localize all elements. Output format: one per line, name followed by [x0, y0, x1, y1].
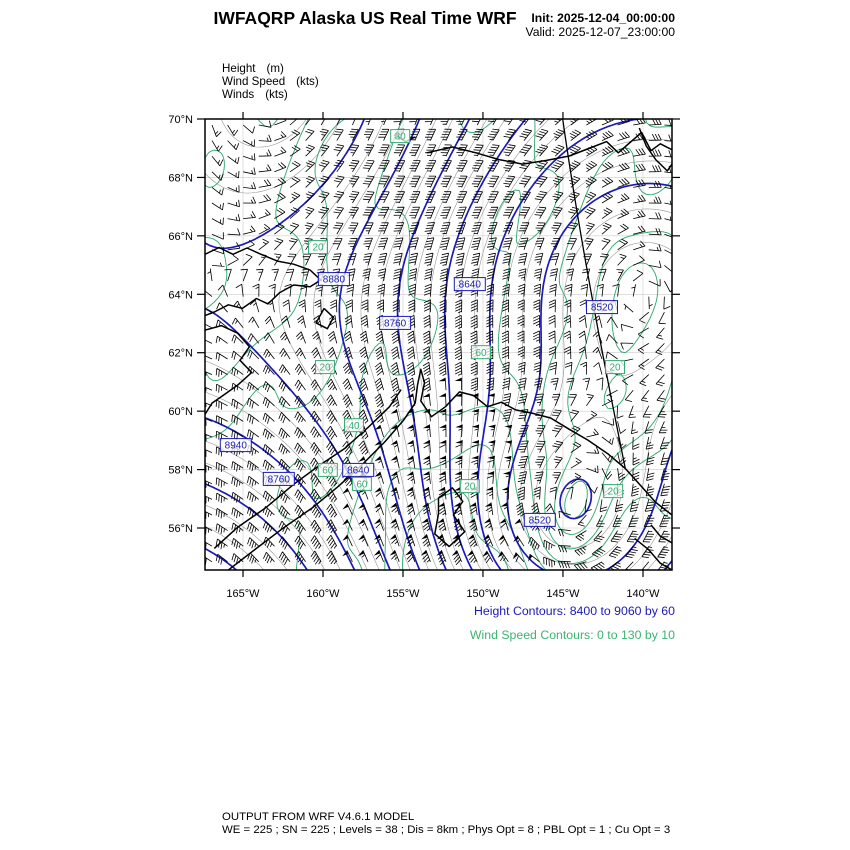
- svg-text:60: 60: [322, 465, 334, 477]
- svg-text:8640: 8640: [458, 279, 481, 291]
- footer-line1: OUTPUT FROM WRF V4.6.1 MODEL: [222, 811, 415, 823]
- svg-text:150°W: 150°W: [466, 588, 500, 600]
- svg-text:160°W: 160°W: [306, 588, 340, 600]
- svg-text:64°N: 64°N: [168, 289, 193, 302]
- svg-text:60: 60: [356, 479, 368, 491]
- svg-text:56°N: 56°N: [168, 523, 193, 535]
- wind-speed-contours-caption: Wind Speed Contours: 0 to 130 by 10: [469, 628, 675, 642]
- svg-text:8880: 8880: [322, 274, 346, 286]
- footer-line2: WE = 225 ; SN = 225 ; Levels = 38 ; Dis = 8km ; Phys Opt = 8 ; PBL Opt = 1 ; Cu Opt = 3: [222, 824, 671, 836]
- svg-text:8520: 8520: [590, 302, 614, 314]
- svg-text:8640: 8640: [347, 465, 370, 477]
- svg-text:20: 20: [464, 481, 476, 493]
- svg-text:30: 30: [394, 131, 406, 143]
- plot-title: IWFAQRP Alaska US Real Time WRF: [213, 8, 517, 28]
- svg-text:8520: 8520: [528, 515, 551, 527]
- svg-text:20: 20: [609, 362, 621, 374]
- wind-speed-contour-labels: [309, 130, 625, 498]
- svg-text:62°N: 62°N: [168, 347, 193, 360]
- svg-text:20: 20: [607, 486, 619, 498]
- svg-text:58°N: 58°N: [168, 464, 193, 477]
- legend-row-windspeed: Wind Speed (kts): [222, 75, 319, 89]
- legend-row-height: Height (m): [222, 62, 284, 75]
- height-contours-caption: Height Contours: 8400 to 9060 by 60: [474, 604, 675, 618]
- valid-time: Valid: 2025-12-07_23:00:00: [525, 25, 675, 39]
- svg-text:165°W: 165°W: [226, 588, 260, 600]
- init-time: Init: 2025-12-04_00:00:00: [531, 11, 675, 25]
- svg-text:20: 20: [319, 362, 331, 374]
- model-footer: [222, 811, 670, 837]
- svg-text:66°N: 66°N: [168, 230, 193, 243]
- svg-text:140°W: 140°W: [626, 588, 660, 600]
- legend-row-winds: Winds (kts): [222, 88, 288, 102]
- svg-text:8760: 8760: [267, 474, 290, 486]
- svg-text:60: 60: [475, 347, 487, 359]
- svg-text:70°N: 70°N: [168, 114, 193, 126]
- svg-text:8760: 8760: [383, 318, 407, 330]
- svg-text:68°N: 68°N: [168, 172, 193, 185]
- svg-text:60°N: 60°N: [168, 406, 193, 419]
- svg-text:145°W: 145°W: [546, 588, 580, 600]
- svg-text:20: 20: [312, 242, 324, 254]
- svg-text:40: 40: [348, 420, 360, 432]
- svg-text:155°W: 155°W: [386, 588, 420, 600]
- svg-text:8940: 8940: [224, 440, 247, 452]
